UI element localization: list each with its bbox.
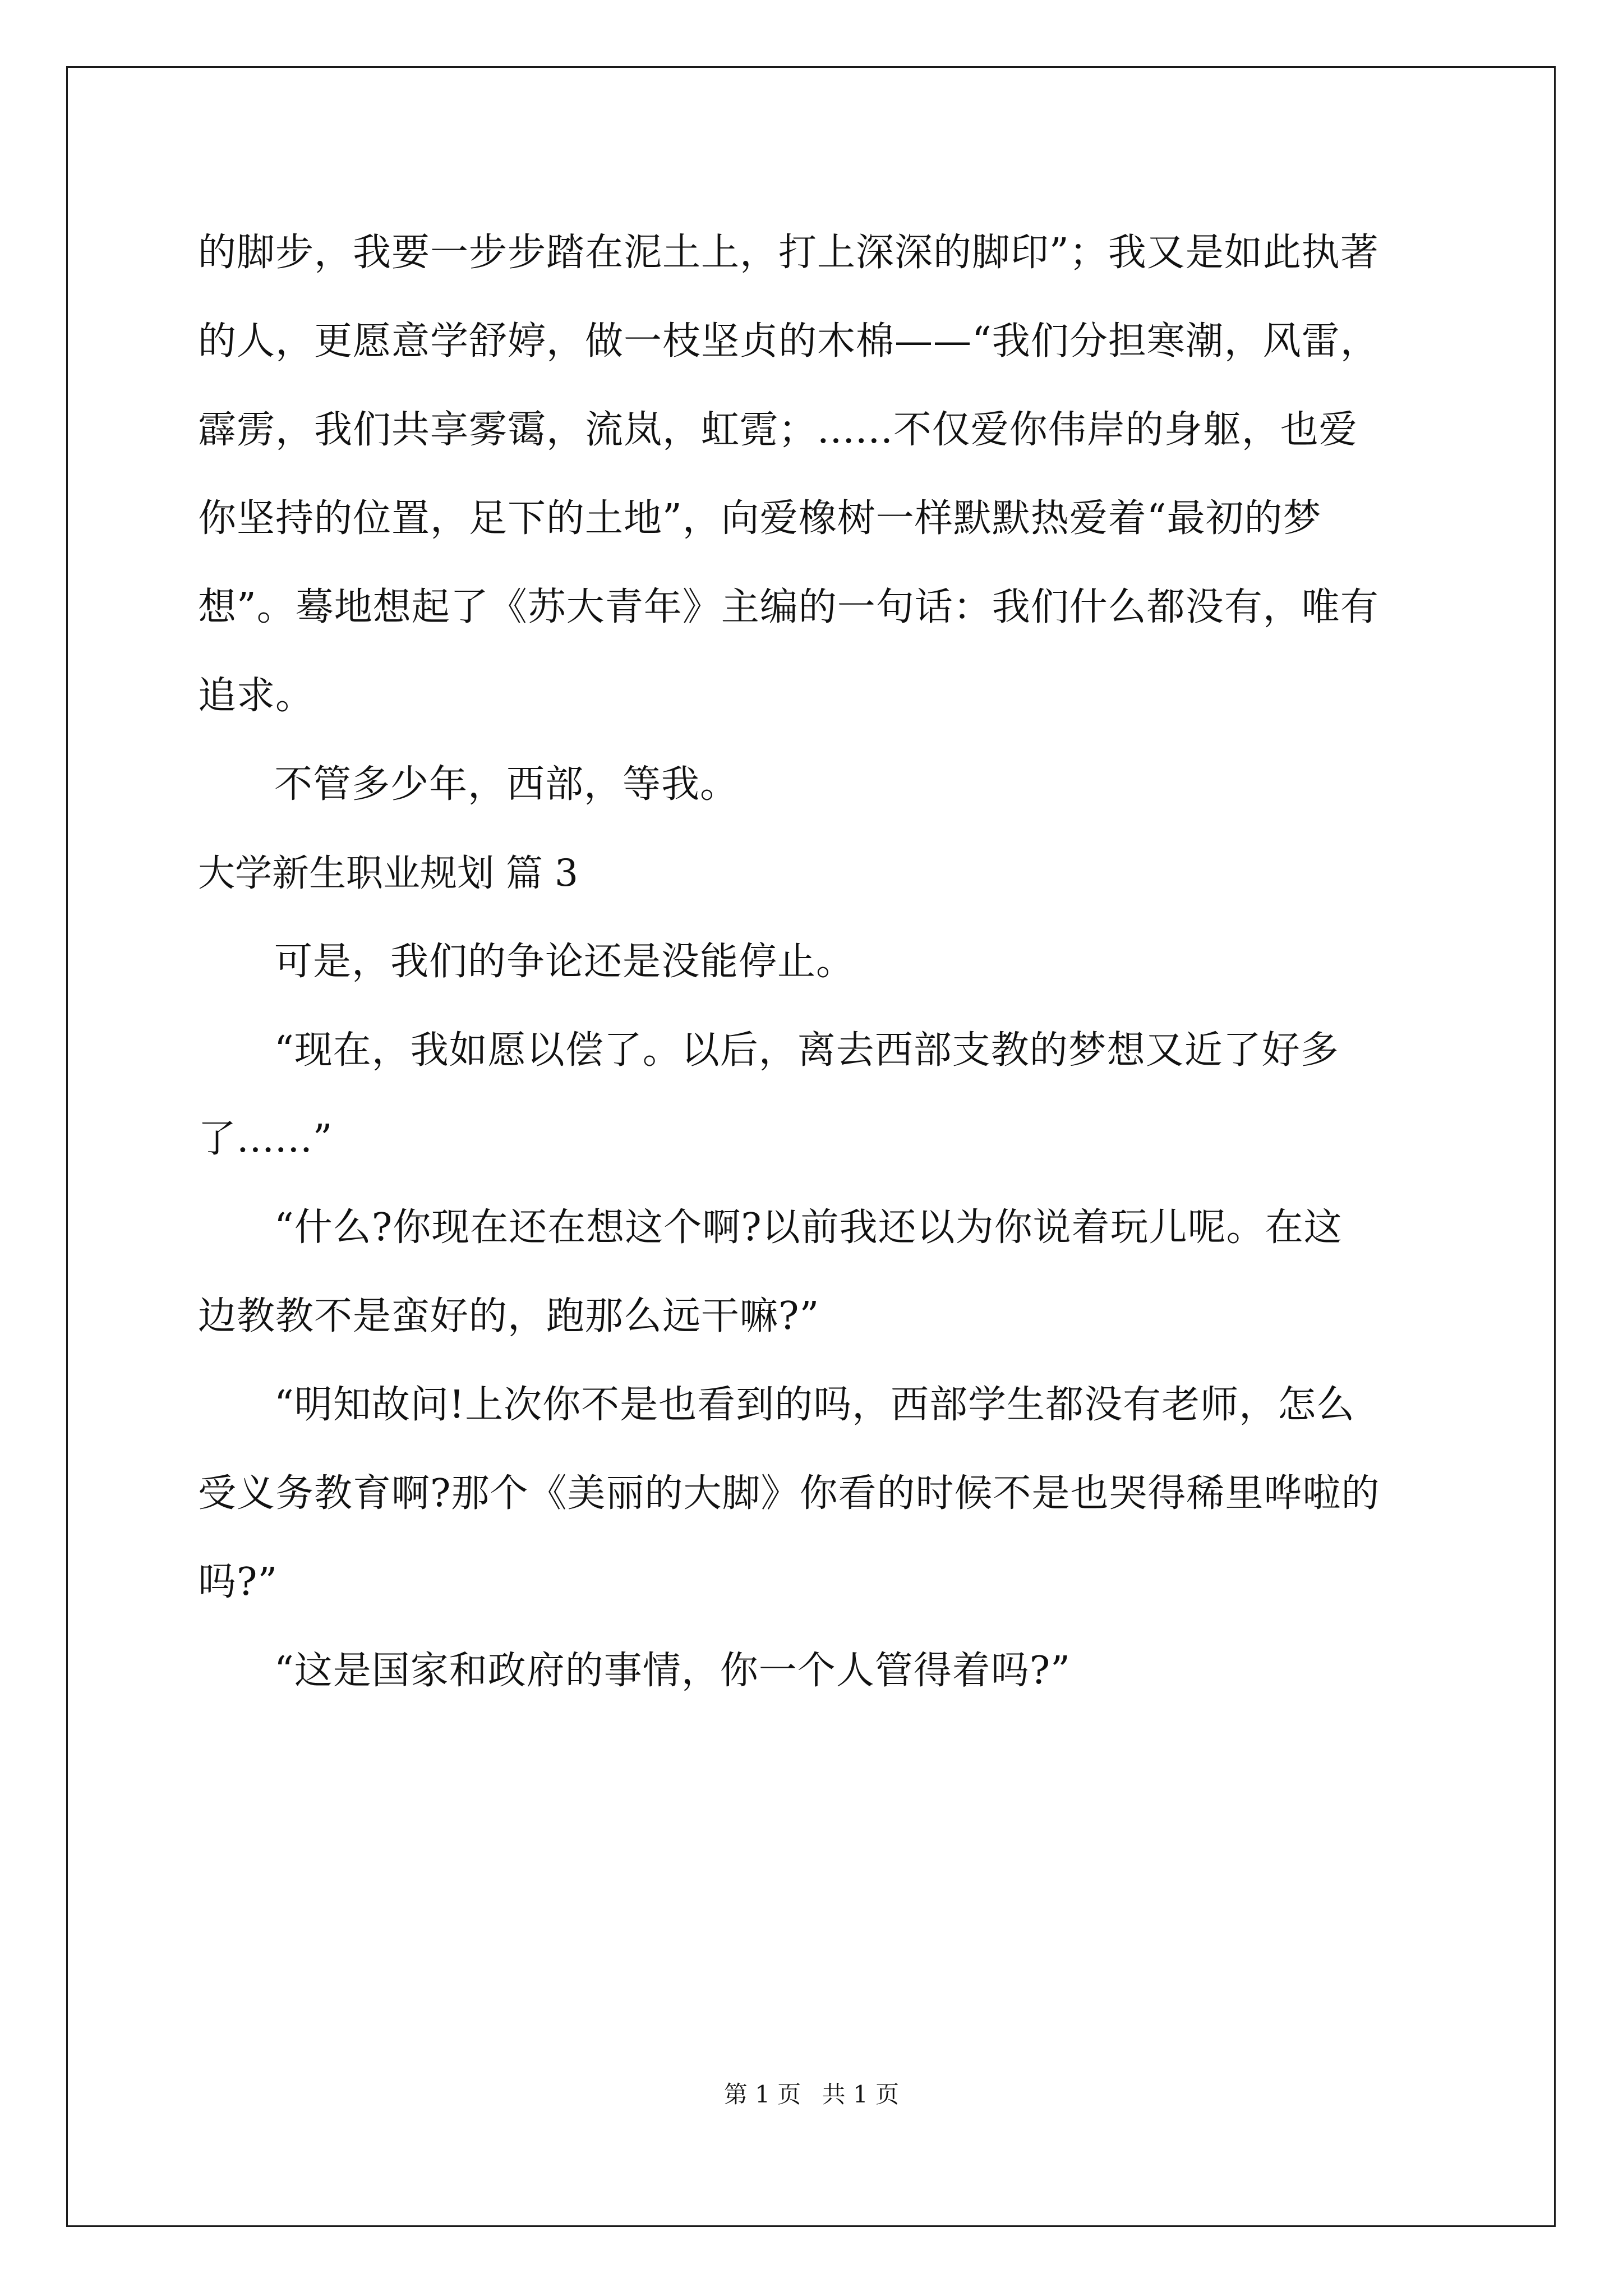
dialogue-line-3-cont: 受义务教育啊?那个《美丽的大脚》你看的时候不是也哭得稀里哗啦的 xyxy=(198,1471,1380,1516)
document-body xyxy=(198,209,1432,1715)
dialogue-line-2: “什么?你现在还在想这个啊?以前我还以为你说着玩儿呢。在这 xyxy=(274,1205,1343,1250)
text-line-2: 的人，更愿意学舒婷，做一枝坚贞的木棉——“我们分担寒潮，风雷， xyxy=(198,319,1379,364)
dialogue-line-1-cont: 了......” xyxy=(198,1117,333,1161)
page-total: 共 1 页 xyxy=(822,2081,900,2108)
text-line-3: 霹雳，我们共享雾霭，流岚，虹霓；......不仅爱你伟岸的身躯，也爱 xyxy=(198,408,1358,452)
text-line-6: 追求。 xyxy=(198,674,315,718)
dialogue-line-2-cont: 边教教不是蛮好的，跑那么远干嘛?” xyxy=(198,1294,820,1338)
page-number: 第 1 页 xyxy=(723,2081,801,2108)
dialogue-line-4: “这是国家和政府的事情，你一个人管得着吗?” xyxy=(274,1649,1071,1693)
section-heading: 大学新生职业规划 篇 3 xyxy=(198,852,578,895)
page-footer xyxy=(0,2078,1623,2111)
dialogue-line-1: “现在，我如愿以偿了。以后，离去西部支教的梦想又近了好多 xyxy=(274,1028,1339,1073)
dialogue-line-3: “明知故问!上次你不是也看到的吗，西部学生都没有老师，怎么 xyxy=(274,1383,1355,1427)
dialogue-line-3-end: 吗?” xyxy=(198,1560,278,1604)
text-line-9: 可是，我们的争论还是没能停止。 xyxy=(274,940,855,984)
text-line-4: 你坚持的位置，足下的土地”，向爱橡树一样默默热爱着“最初的梦 xyxy=(198,496,1322,541)
text-line-5: 想”。蓦地想起了《苏大青年》主编的一句话：我们什么都没有，唯有 xyxy=(198,585,1379,629)
paragraph-closing-line: 不管多少年，西部，等我。 xyxy=(274,762,739,807)
text-line-1: 的脚步，我要一步步踏在泥土上，打上深深的脚印”；我又是如此执著 xyxy=(198,231,1379,275)
